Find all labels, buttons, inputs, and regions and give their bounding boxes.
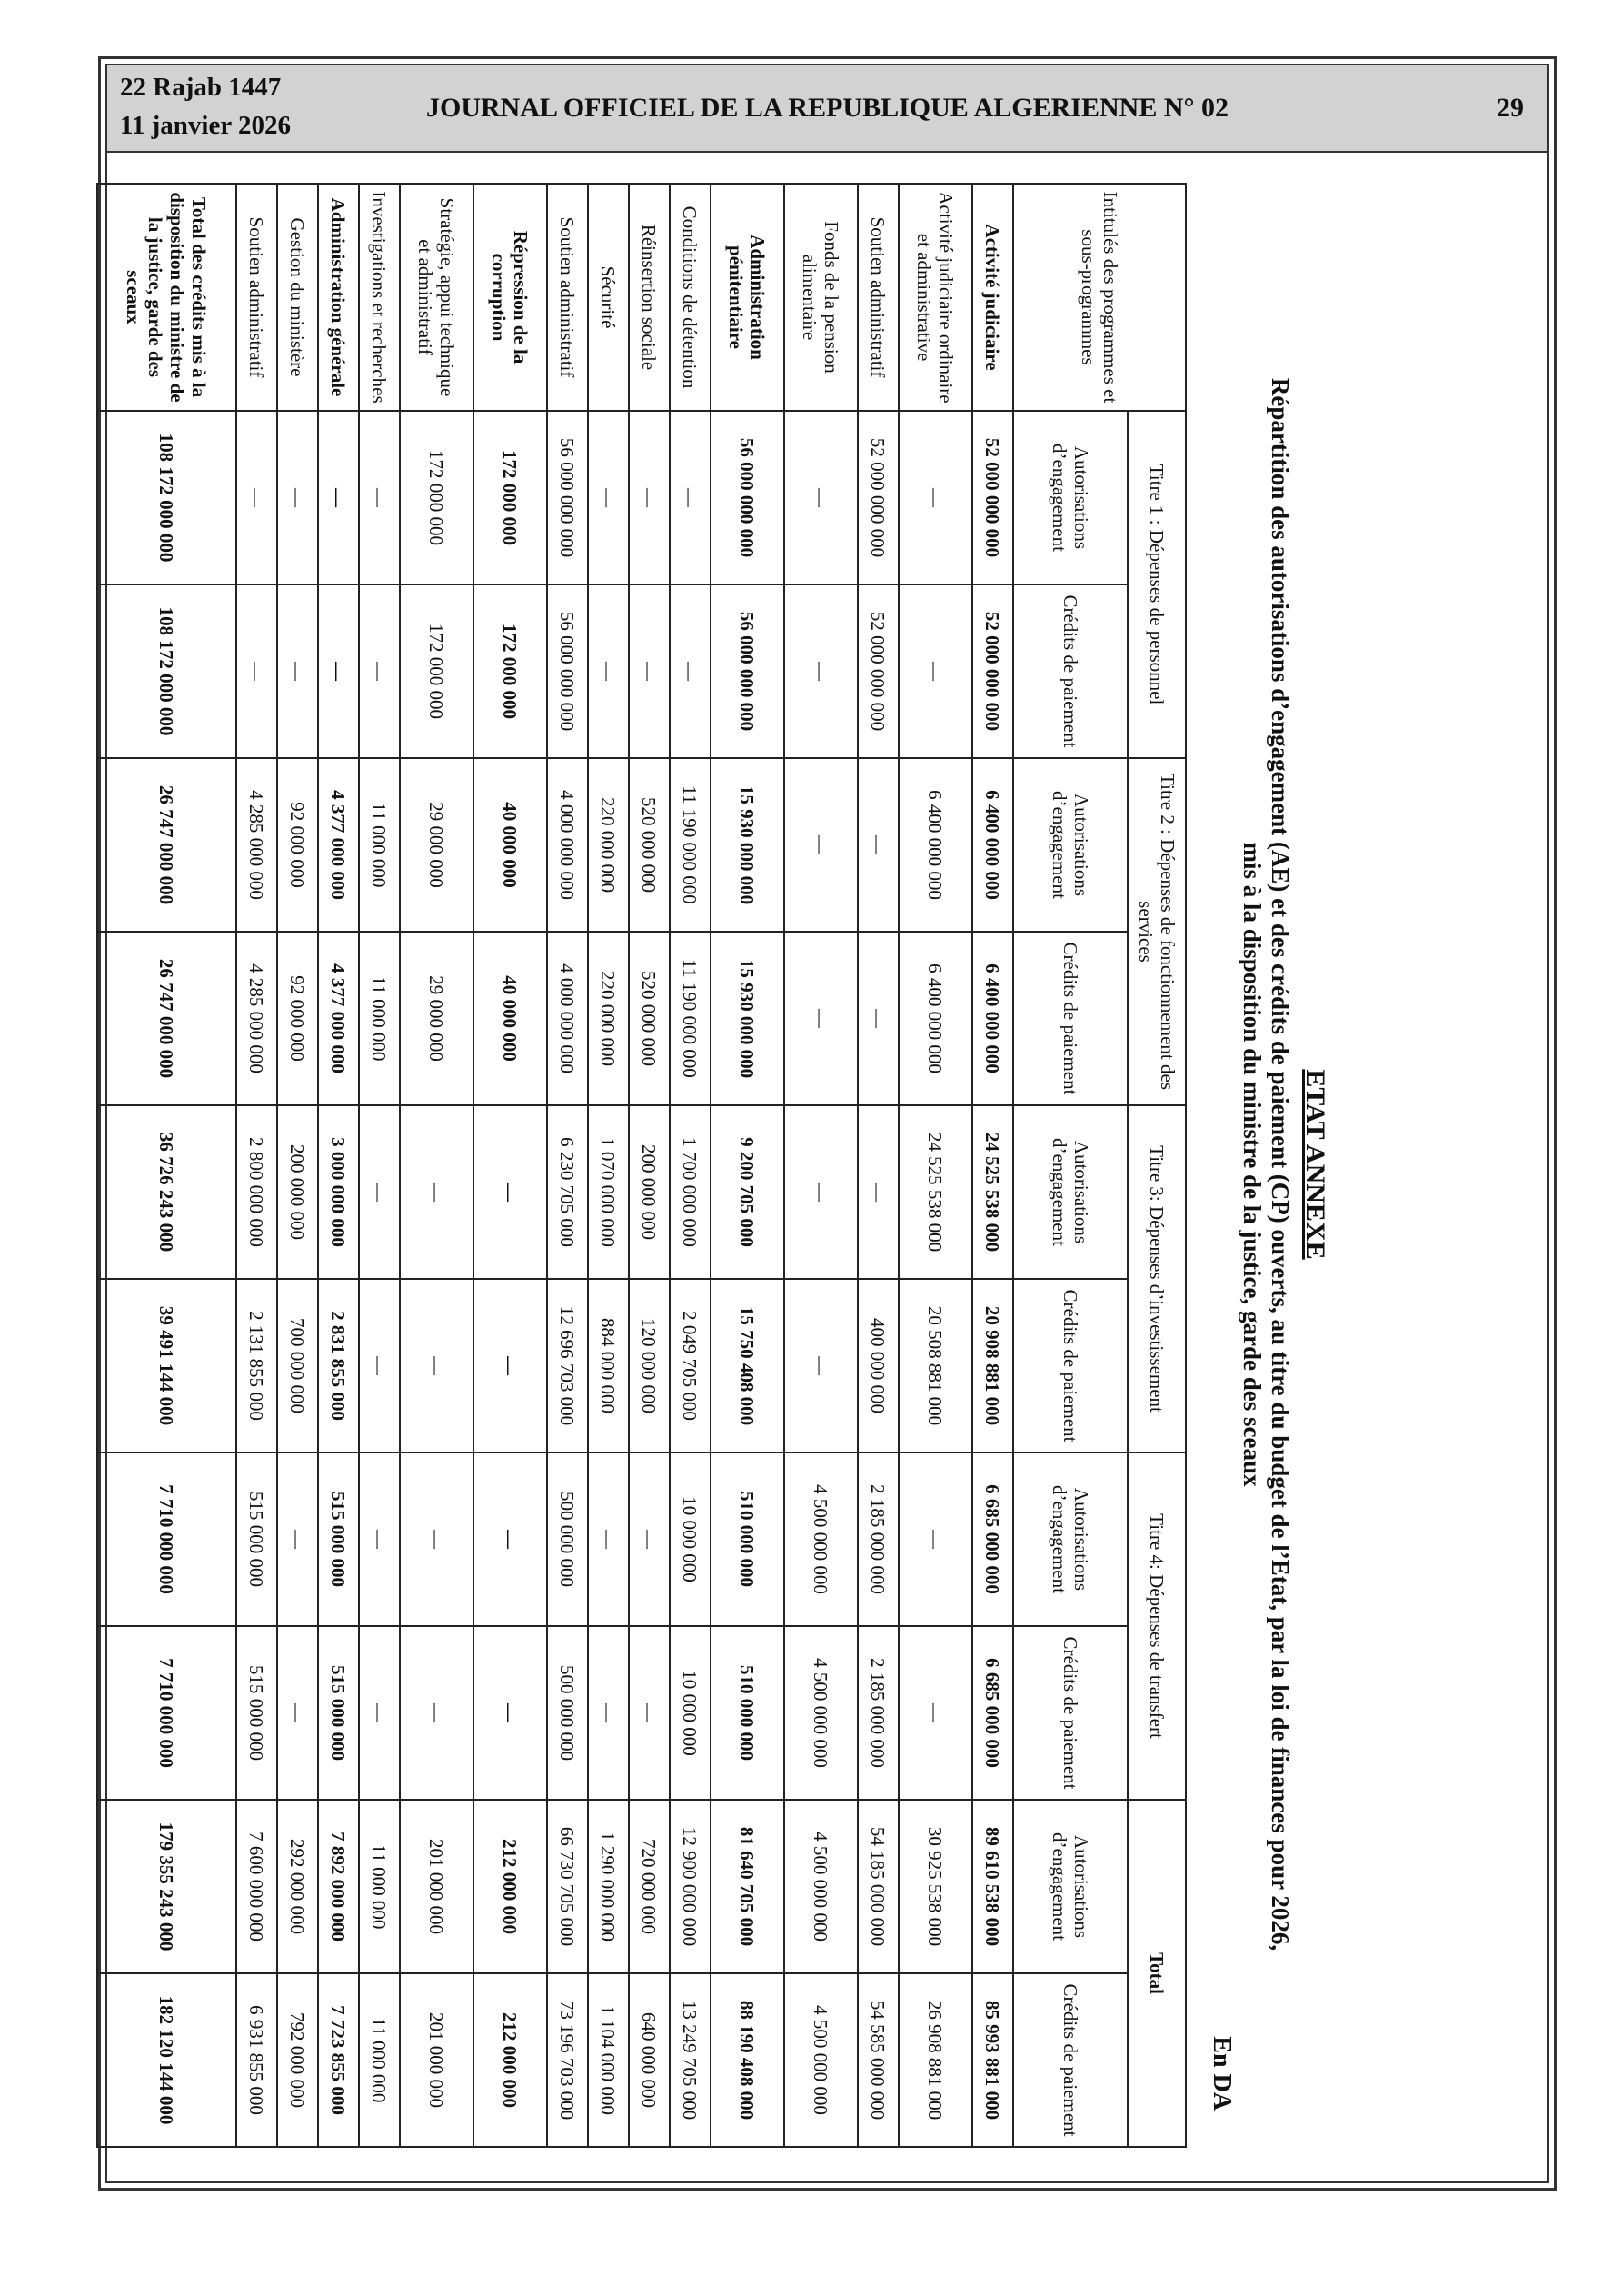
- cell-cp: 792 000 000: [277, 1973, 318, 2147]
- cell-cp: 15 750 408 000: [711, 1279, 784, 1452]
- cell-cp: 172 000 000: [400, 584, 473, 758]
- cell-cp: —: [359, 584, 400, 758]
- sub-header-ae: Autorisations d’engagement: [1013, 1105, 1128, 1279]
- cell-cp: 40 000 000: [473, 932, 547, 1105]
- sub-header-ae: Autorisations d’engagement: [1013, 1800, 1128, 1973]
- cell-ae: 6 230 705 000: [547, 1105, 588, 1279]
- cell-ae: 9 200 705 000: [711, 1105, 784, 1279]
- cell-ae: 7 892 000 000: [318, 1800, 359, 1973]
- cell-cp: —: [670, 584, 711, 758]
- cell-ae: —: [359, 1105, 400, 1279]
- table-row: [318, 184, 359, 2147]
- table-row: [547, 184, 588, 2147]
- table-body: [97, 184, 1013, 2147]
- cell-ae: 3 000 000 000: [318, 1105, 359, 1279]
- sub-header-cp: Crédits de paiement: [1013, 932, 1128, 1105]
- sub-header-cp: Crédits de paiement: [1013, 584, 1128, 758]
- cell-cp: 515 000 000: [318, 1626, 359, 1800]
- row-label: Soutien administratif: [547, 184, 588, 411]
- row-label: Investigations et recherches: [359, 184, 400, 411]
- cell-ae: 11 000 000: [359, 1800, 400, 1973]
- cell-cp: —: [473, 1279, 547, 1452]
- cell-cp: 884 000 000: [588, 1279, 629, 1452]
- cell-cp: 26 908 881 000: [899, 1973, 972, 2147]
- table-row: [784, 184, 858, 2147]
- cell-ae: 81 640 705 000: [711, 1800, 784, 1973]
- group-header-titre3: Titre 3: Dépenses d’investissement: [1128, 1105, 1186, 1452]
- cell-cp: 15 930 000 000: [711, 932, 784, 1105]
- table-row: [588, 184, 629, 2147]
- cell-ae: 36 726 243 000: [97, 1105, 236, 1279]
- cell-ae: 56 000 000 000: [711, 411, 784, 584]
- cell-cp: 20 508 881 000: [899, 1279, 972, 1452]
- cell-ae: —: [784, 411, 858, 584]
- cell-cp: 2 131 855 000: [236, 1279, 277, 1452]
- cell-ae: 200 000 000: [277, 1105, 318, 1279]
- cell-cp: 39 491 144 000: [97, 1279, 236, 1452]
- cell-cp: 4 500 000 000: [784, 1626, 858, 1800]
- cell-ae: 56 000 000 000: [547, 411, 588, 584]
- unit-label: En DA: [1208, 2036, 1236, 2111]
- table-row: [711, 184, 784, 2147]
- cell-cp: 2 185 000 000: [858, 1626, 899, 1800]
- cell-cp: 4 500 000 000: [784, 1973, 858, 2147]
- cell-ae: —: [318, 411, 359, 584]
- cell-ae: 6 400 000 000: [899, 758, 972, 932]
- cell-ae: 40 000 000: [473, 758, 547, 932]
- cell-cp: 182 120 144 000: [97, 1973, 236, 2147]
- row-label: Sécurité: [588, 184, 629, 411]
- cell-ae: 92 000 000: [277, 758, 318, 932]
- cell-ae: —: [359, 411, 400, 584]
- cell-cp: 20 908 881 000: [972, 1279, 1013, 1452]
- row-label: Gestion du ministère: [277, 184, 318, 411]
- cell-ae: 24 525 538 000: [899, 1105, 972, 1279]
- cell-ae: 89 610 538 000: [972, 1800, 1013, 1973]
- cell-ae: —: [359, 1452, 400, 1626]
- cell-cp: 212 000 000: [473, 1973, 547, 2147]
- cell-ae: —: [277, 411, 318, 584]
- cell-cp: 73 196 703 000: [547, 1973, 588, 2147]
- cell-ae: 220 000 000: [588, 758, 629, 932]
- cell-cp: —: [629, 1626, 670, 1800]
- cell-ae: —: [400, 1105, 473, 1279]
- row-label: Conditions de détention: [670, 184, 711, 411]
- row-label: Activité judiciaire ordinaire et administrative: [899, 184, 972, 411]
- cell-ae: 212 000 000: [473, 1800, 547, 1973]
- cell-cp: —: [858, 932, 899, 1105]
- cell-cp: 120 000 000: [629, 1279, 670, 1452]
- cell-cp: 10 000 000: [670, 1626, 711, 1800]
- cell-cp: 7 723 855 000: [318, 1973, 359, 2147]
- row-label: Soutien administratif: [858, 184, 899, 411]
- cell-cp: 54 585 000 000: [858, 1973, 899, 2147]
- cell-cp: 220 000 000: [588, 932, 629, 1105]
- cell-cp: 85 993 881 000: [972, 1973, 1013, 2147]
- cell-cp: —: [784, 932, 858, 1105]
- cell-ae: 52 000 000 000: [972, 411, 1013, 584]
- row-label: Administration générale: [318, 184, 359, 411]
- table-row: [858, 184, 899, 2147]
- table-row: [670, 184, 711, 2147]
- rotated-annex: [84, 178, 1338, 2151]
- cell-ae: —: [784, 758, 858, 932]
- cell-ae: 4 500 000 000: [784, 1452, 858, 1626]
- cell-ae: 7 600 000 000: [236, 1800, 277, 1973]
- cell-ae: —: [588, 411, 629, 584]
- sub-header-cp: Crédits de paiement: [1013, 1279, 1128, 1452]
- group-header-titre2: Titre 2 : Dépenses de fonctionnement des services: [1128, 758, 1186, 1105]
- cell-ae: 52 000 000 000: [858, 411, 899, 584]
- cell-ae: 1 700 000 000: [670, 1105, 711, 1279]
- cell-ae: —: [236, 411, 277, 584]
- group-header-titre4: Titre 4: Dépenses de transfert: [1128, 1452, 1186, 1800]
- cell-cp: 1 104 000 000: [588, 1973, 629, 2147]
- cell-ae: 172 000 000: [400, 411, 473, 584]
- cell-cp: 29 000 000: [400, 932, 473, 1105]
- annex-title: ETAT ANNEXE: [1300, 1069, 1330, 1260]
- cell-ae: 6 400 000 000: [972, 758, 1013, 932]
- annex-subtitle: [1238, 178, 1294, 2151]
- cell-ae: —: [473, 1452, 547, 1626]
- cell-ae: 54 185 000 000: [858, 1800, 899, 1973]
- group-header-titre1: Titre 1 : Dépenses de personnel: [1128, 411, 1186, 758]
- cell-ae: 29 000 000: [400, 758, 473, 932]
- cell-cp: 11 000 000: [359, 932, 400, 1105]
- cell-ae: 2 800 000 000: [236, 1105, 277, 1279]
- cell-cp: 4 000 000 000: [547, 932, 588, 1105]
- row-label: Activité judiciaire: [972, 184, 1013, 411]
- table-row: [899, 184, 972, 2147]
- cell-cp: 515 000 000: [236, 1626, 277, 1800]
- table-row: [629, 184, 670, 2147]
- cell-cp: 700 000 000: [277, 1279, 318, 1452]
- cell-cp: —: [629, 584, 670, 758]
- cell-ae: 172 000 000: [473, 411, 547, 584]
- cell-ae: 30 925 538 000: [899, 1800, 972, 1973]
- cell-cp: 56 000 000 000: [711, 584, 784, 758]
- cell-cp: 26 747 000 000: [97, 932, 236, 1105]
- cell-ae: 200 000 000: [629, 1105, 670, 1279]
- cell-cp: 4 377 000 000: [318, 932, 359, 1105]
- cell-ae: 515 000 000: [318, 1452, 359, 1626]
- cell-cp: 201 000 000: [400, 1973, 473, 2147]
- cell-cp: 400 000 000: [858, 1279, 899, 1452]
- cell-cp: 52 000 000 000: [858, 584, 899, 758]
- cell-cp: 4 285 000 000: [236, 932, 277, 1105]
- table-row: [972, 184, 1013, 2147]
- cell-cp: —: [588, 584, 629, 758]
- cell-cp: 6 400 000 000: [972, 932, 1013, 1105]
- cell-ae: —: [588, 1452, 629, 1626]
- cell-cp: 11 190 000 000: [670, 932, 711, 1105]
- cell-ae: 179 355 243 000: [97, 1800, 236, 1973]
- cell-ae: 520 000 000: [629, 758, 670, 932]
- row-label: Soutien administratif: [236, 184, 277, 411]
- cell-ae: 201 000 000: [400, 1800, 473, 1973]
- cell-cp: 6 931 855 000: [236, 1973, 277, 2147]
- cell-ae: 26 747 000 000: [97, 758, 236, 932]
- journal-header: [107, 65, 1547, 153]
- cell-cp: 12 696 703 000: [547, 1279, 588, 1452]
- cell-cp: 2 831 855 000: [318, 1279, 359, 1452]
- cell-ae: 10 000 000: [670, 1452, 711, 1626]
- cell-ae: —: [899, 1452, 972, 1626]
- cell-ae: —: [670, 411, 711, 584]
- cell-cp: 7 710 000 000: [97, 1626, 236, 1800]
- cell-ae: —: [629, 411, 670, 584]
- cell-cp: —: [400, 1279, 473, 1452]
- cell-ae: 4 500 000 000: [784, 1800, 858, 1973]
- cell-cp: —: [359, 1626, 400, 1800]
- cell-ae: 515 000 000: [236, 1452, 277, 1626]
- cell-ae: 1 070 000 000: [588, 1105, 629, 1279]
- cell-ae: 12 900 000 000: [670, 1800, 711, 1973]
- cell-ae: 2 185 000 000: [858, 1452, 899, 1626]
- cell-cp: 640 000 000: [629, 1973, 670, 2147]
- cell-ae: 1 290 000 000: [588, 1800, 629, 1973]
- row-label: Total des crédits mis à la disposition du ministre de la justice, garde des sceaux: [97, 184, 236, 411]
- cell-cp: —: [899, 584, 972, 758]
- cell-ae: —: [473, 1105, 547, 1279]
- table-row: [400, 184, 473, 2147]
- table-row: [277, 184, 318, 2147]
- cell-cp: —: [784, 1279, 858, 1452]
- label-column-header: Intitulés des programmes et sous-programmes: [1013, 184, 1186, 411]
- cell-ae: 11 190 000 000: [670, 758, 711, 932]
- cell-cp: 88 190 408 000: [711, 1973, 784, 2147]
- cell-ae: —: [277, 1452, 318, 1626]
- cell-cp: 56 000 000 000: [547, 584, 588, 758]
- date-gregorian: 11 janvier 2026: [120, 111, 291, 140]
- cell-cp: —: [588, 1626, 629, 1800]
- cell-cp: 92 000 000: [277, 932, 318, 1105]
- cell-ae: 15 930 000 000: [711, 758, 784, 932]
- cell-ae: —: [784, 1105, 858, 1279]
- cell-ae: —: [858, 758, 899, 932]
- cell-ae: 6 685 000 000: [972, 1452, 1013, 1626]
- cell-ae: 4 285 000 000: [236, 758, 277, 932]
- cell-cp: 510 000 000: [711, 1626, 784, 1800]
- annex-subtitle-line2: mis à la disposition du ministre de la justice, garde des sceaux: [1239, 842, 1266, 1487]
- cell-cp: —: [473, 1626, 547, 1800]
- row-label: Stratégie, appui technique et administratif: [400, 184, 473, 411]
- cell-cp: —: [784, 584, 858, 758]
- page-number: 29: [1497, 93, 1524, 123]
- cell-ae: 66 730 705 000: [547, 1800, 588, 1973]
- cell-cp: 6 685 000 000: [972, 1626, 1013, 1800]
- cell-ae: 7 710 000 000: [97, 1452, 236, 1626]
- cell-cp: —: [277, 584, 318, 758]
- table-row: [473, 184, 547, 2147]
- cell-cp: 6 400 000 000: [899, 932, 972, 1105]
- cell-cp: 500 000 000: [547, 1626, 588, 1800]
- cell-cp: —: [236, 584, 277, 758]
- budget-table: [96, 183, 1187, 2148]
- cell-cp: 520 000 000: [629, 932, 670, 1105]
- table-row: [97, 184, 236, 2147]
- cell-cp: —: [359, 1279, 400, 1452]
- cell-cp: 13 249 705 000: [670, 1973, 711, 2147]
- sub-header-ae: Autorisations d’engagement: [1013, 758, 1128, 932]
- cell-ae: 4 000 000 000: [547, 758, 588, 932]
- cell-cp: 2 049 705 000: [670, 1279, 711, 1452]
- row-label: Fonds de la pension alimentaire: [784, 184, 858, 411]
- table-row: [236, 184, 277, 2147]
- sub-header-cp: Crédits de paiement: [1013, 1626, 1128, 1800]
- cell-cp: —: [318, 584, 359, 758]
- cell-ae: 4 377 000 000: [318, 758, 359, 932]
- cell-ae: 510 000 000: [711, 1452, 784, 1626]
- cell-cp: 108 172 000 000: [97, 584, 236, 758]
- cell-ae: —: [858, 1105, 899, 1279]
- journal-title: JOURNAL OFFICIEL DE LA REPUBLIQUE ALGERIENNE N° 02: [426, 93, 1229, 123]
- cell-cp: 52 000 000 000: [972, 584, 1013, 758]
- cell-cp: 172 000 000: [473, 584, 547, 758]
- sub-header-ae: Autorisations d’engagement: [1013, 1452, 1128, 1626]
- cell-ae: —: [629, 1452, 670, 1626]
- sub-header-cp: Crédits de paiement: [1013, 1973, 1128, 2147]
- date-hijri: 22 Rajab 1447: [120, 73, 282, 102]
- cell-ae: —: [400, 1452, 473, 1626]
- group-header-total: Total: [1128, 1800, 1186, 2147]
- table-row: [359, 184, 400, 2147]
- cell-ae: —: [899, 411, 972, 584]
- cell-cp: —: [277, 1626, 318, 1800]
- cell-ae: 500 000 000: [547, 1452, 588, 1626]
- row-label: Répression de la corruption: [473, 184, 547, 411]
- cell-cp: 11 000 000: [359, 1973, 400, 2147]
- cell-ae: 11 000 000: [359, 758, 400, 932]
- cell-cp: —: [400, 1626, 473, 1800]
- annex-subtitle-line1: Répartition des autorisations d’engagement (AE) et des crédits de paiement (CP) ouverts, au titre du budget de l’Etat, par la loi de finances pour 2026,: [1267, 377, 1294, 1952]
- cell-ae: 108 172 000 000: [97, 411, 236, 584]
- cell-ae: 24 525 538 000: [972, 1105, 1013, 1279]
- row-label: Réinsertion sociale: [629, 184, 670, 411]
- cell-cp: —: [899, 1626, 972, 1800]
- sub-header-ae: Autorisations d’engagement: [1013, 411, 1128, 584]
- row-label: Administration pénitentiaire: [711, 184, 784, 411]
- cell-ae: 292 000 000: [277, 1800, 318, 1973]
- cell-ae: 720 000 000: [629, 1800, 670, 1973]
